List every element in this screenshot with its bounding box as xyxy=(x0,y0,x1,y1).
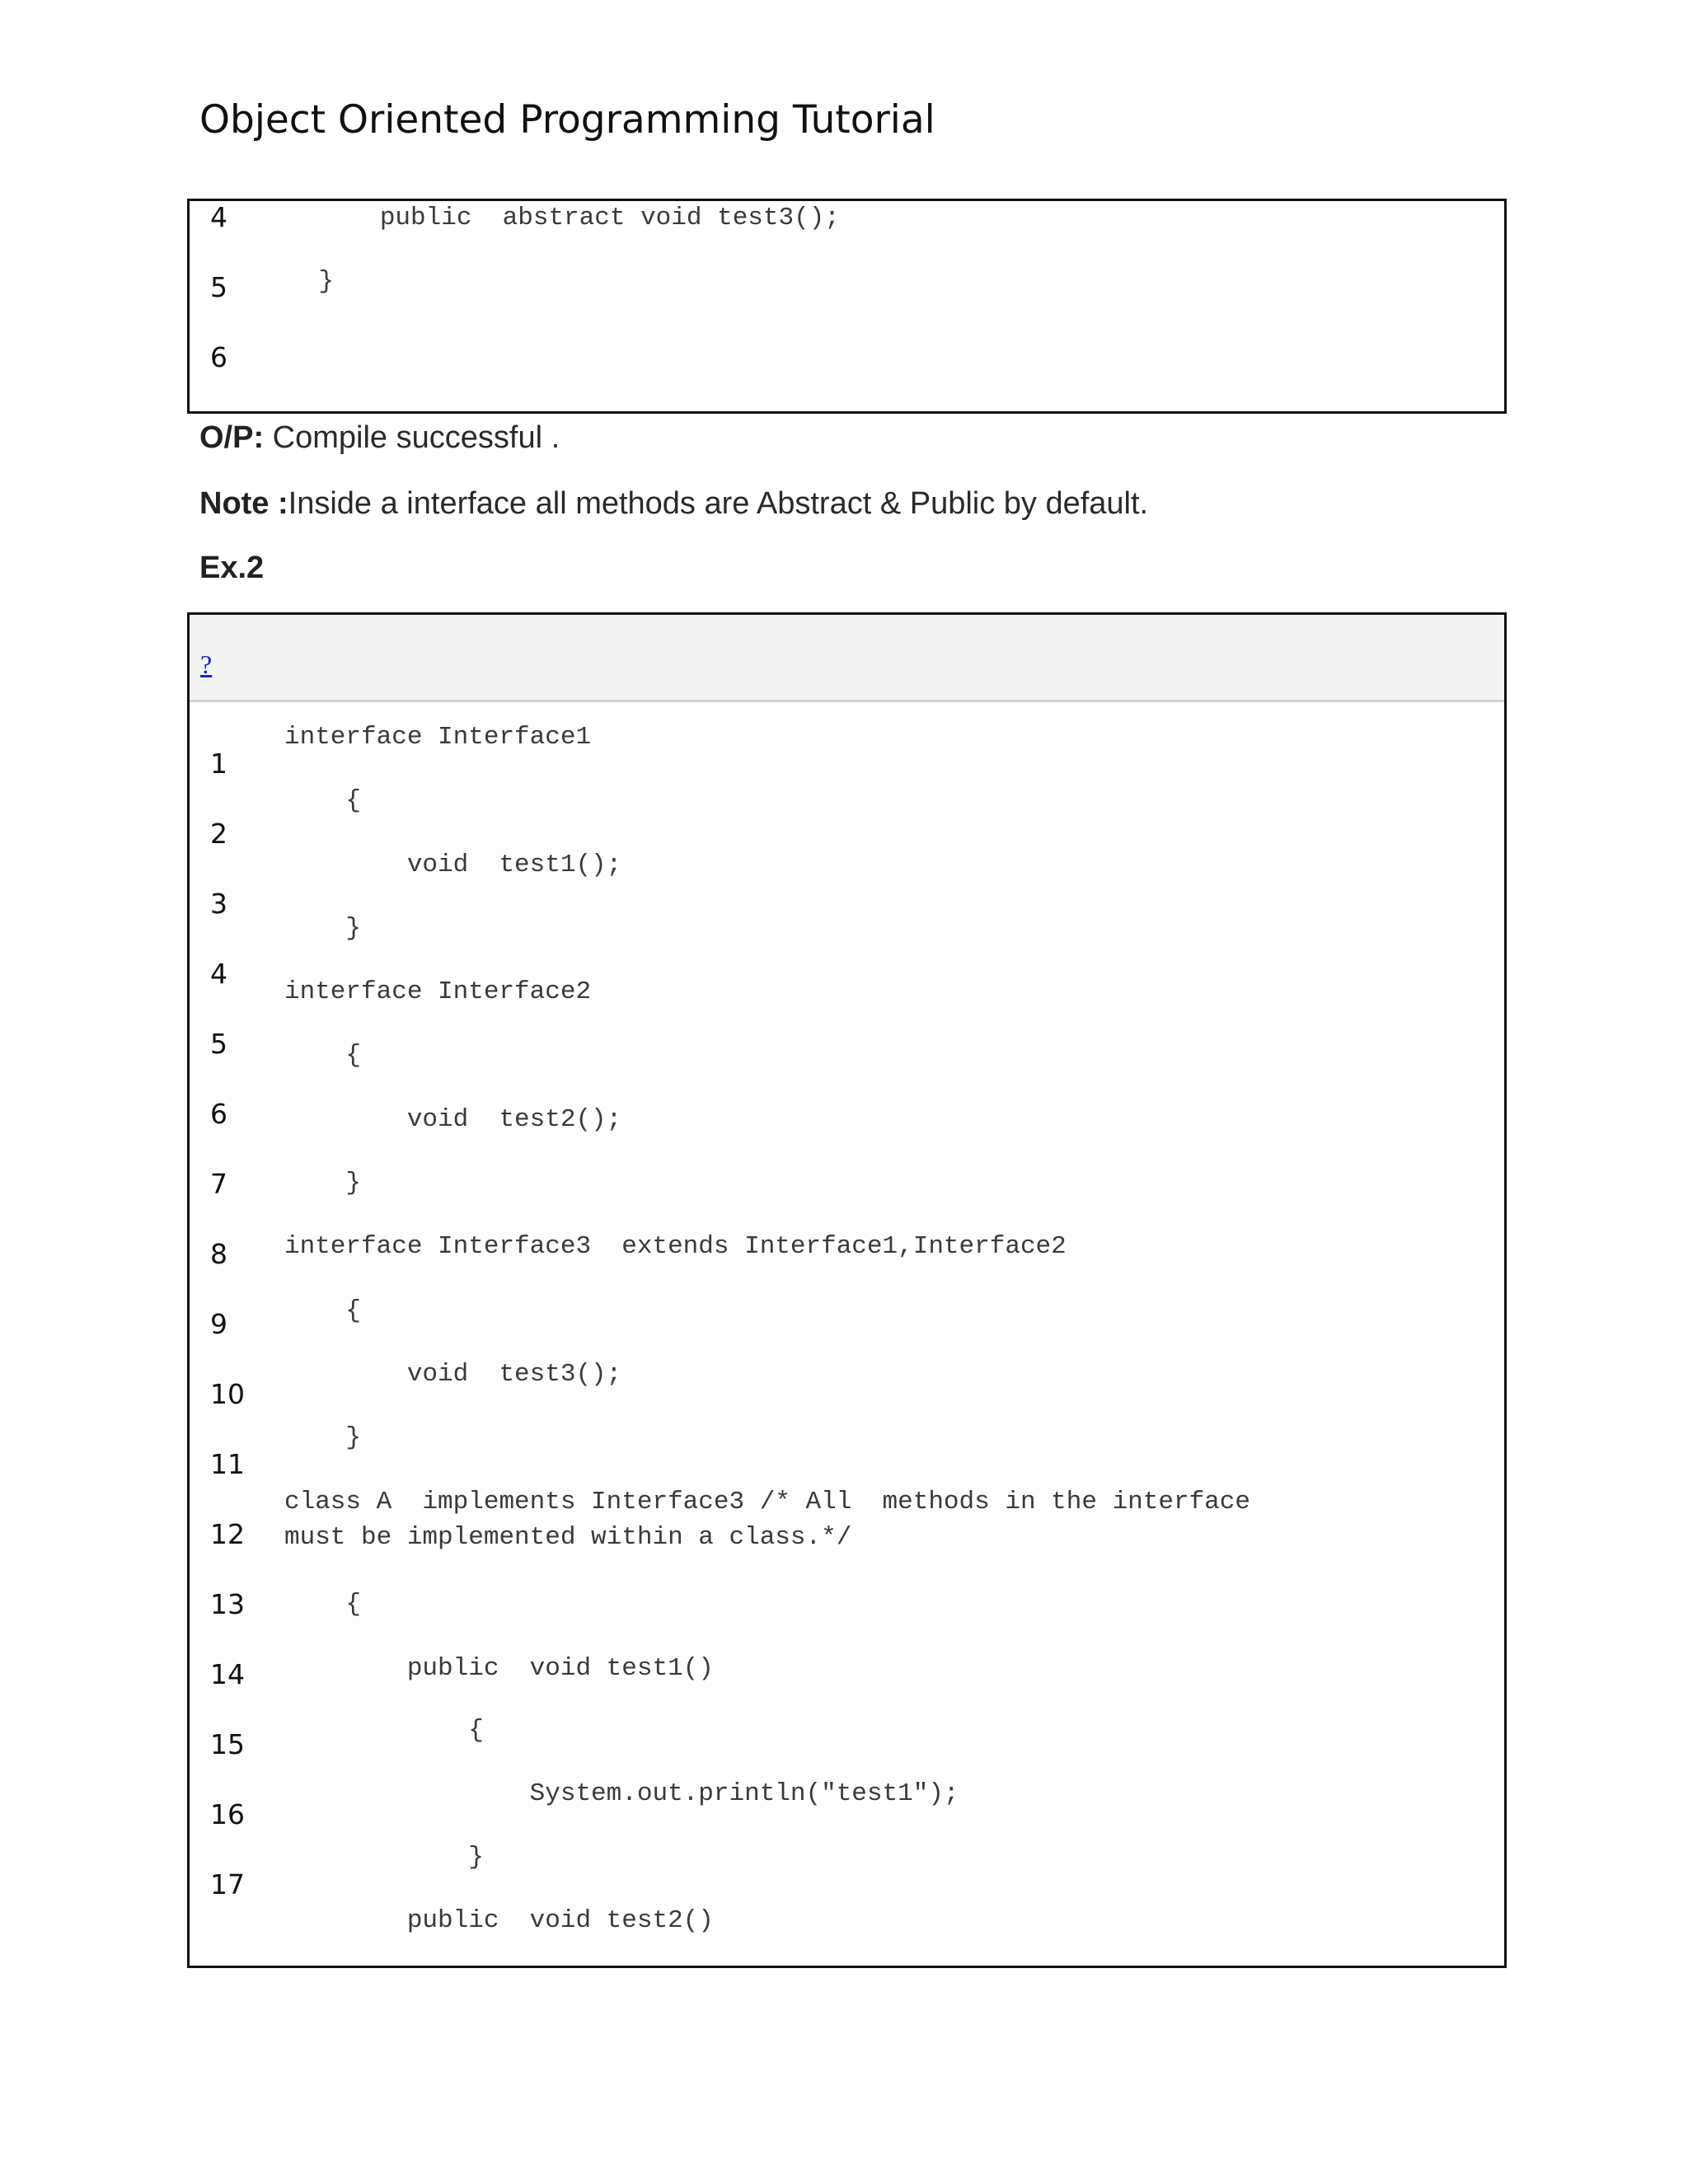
line-number: 5 xyxy=(210,271,227,303)
line-number: 15 xyxy=(210,1728,245,1760)
line-number: 10 xyxy=(210,1378,245,1410)
line-number: 1 xyxy=(210,748,227,780)
line-number: 2 xyxy=(210,818,227,850)
code-snippet-continued xyxy=(187,199,1507,414)
code-line: } xyxy=(284,914,362,943)
code-line: interface Interface2 xyxy=(284,977,592,1006)
code-line: interface Interface3 extends Interface1,Interface2 xyxy=(284,1232,1067,1261)
code-line: System.out.println("test1"); xyxy=(284,1779,959,1808)
code-line: { xyxy=(284,1716,484,1745)
line-number: 6 xyxy=(210,341,227,373)
note-label: Note : xyxy=(199,486,288,521)
code-line: public void test2() xyxy=(284,1906,714,1935)
line-number: 16 xyxy=(210,1798,245,1830)
code-line: void test3(); xyxy=(284,1360,622,1389)
line-number: 4 xyxy=(210,201,227,233)
page-title: Object Oriented Programming Tutorial xyxy=(199,97,935,143)
code-toolbar xyxy=(190,615,1504,702)
code-line: public abstract void test3(); xyxy=(257,204,840,232)
line-number: 9 xyxy=(210,1308,227,1340)
output-text: Compile successful . xyxy=(264,420,560,455)
code-line: } xyxy=(257,267,335,296)
code-example-box xyxy=(187,612,1507,1968)
example-heading: Ex.2 xyxy=(199,551,265,585)
code-line: public void test1() xyxy=(284,1654,714,1683)
code-line: { xyxy=(284,786,362,815)
code-line: class A implements Interface3 /* All methods in the interface xyxy=(284,1488,1250,1516)
output-line xyxy=(199,420,560,456)
note-text: Inside a interface all methods are Abstract & Public by default. xyxy=(288,486,1149,521)
line-number: 7 xyxy=(210,1168,227,1200)
code-line: } xyxy=(284,1843,484,1872)
line-number: 6 xyxy=(210,1098,227,1130)
line-number: 12 xyxy=(210,1518,245,1550)
line-number: 4 xyxy=(210,958,227,990)
code-line: } xyxy=(284,1169,362,1197)
line-number: 14 xyxy=(210,1658,245,1690)
code-line: { xyxy=(284,1041,362,1070)
help-link[interactable]: ? xyxy=(200,649,213,679)
note-line xyxy=(199,486,1148,522)
code-line: interface Interface1 xyxy=(284,723,592,752)
code-line: must be implemented within a class.*/ xyxy=(284,1523,852,1552)
output-label: O/P: xyxy=(199,420,265,455)
line-number: 5 xyxy=(210,1028,227,1060)
line-number: 13 xyxy=(210,1588,245,1620)
code-line: { xyxy=(284,1296,362,1325)
line-number: 3 xyxy=(210,888,227,920)
code-line: { xyxy=(284,1590,362,1619)
code-line: void test2(); xyxy=(284,1105,622,1134)
line-number: 11 xyxy=(210,1448,245,1480)
line-number: 17 xyxy=(210,1868,245,1900)
line-number: 8 xyxy=(210,1238,227,1270)
code-line: void test1(); xyxy=(284,851,622,879)
code-line: } xyxy=(284,1423,362,1452)
